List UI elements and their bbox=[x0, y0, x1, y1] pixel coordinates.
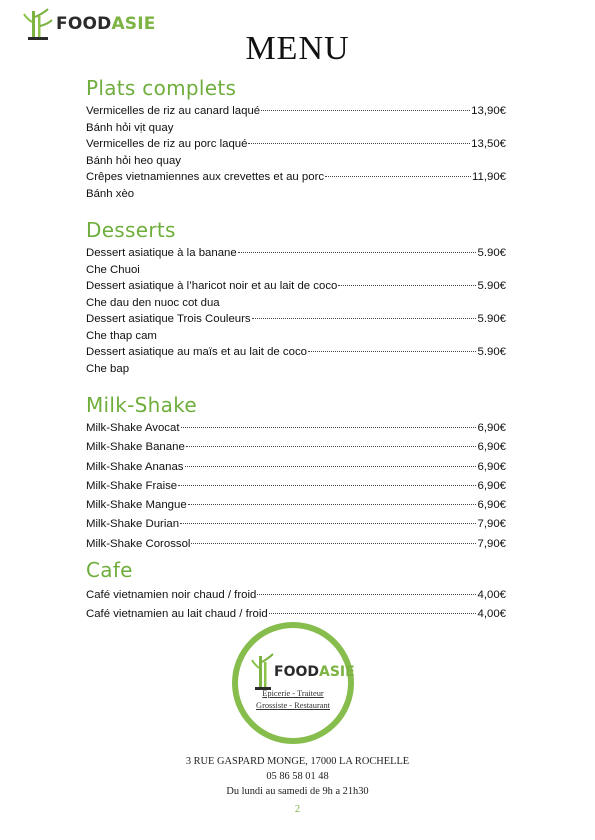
dot-leader bbox=[269, 613, 477, 614]
menu-item-subtitle: Che bap bbox=[86, 362, 130, 375]
dot-leader bbox=[185, 466, 477, 467]
dot-leader bbox=[186, 446, 477, 447]
dot-leader bbox=[252, 318, 477, 319]
menu-item: Milk-Shake Fraise 6,90€ bbox=[86, 479, 506, 492]
menu-item: Dessert asiatique au maïs et au lait de coco 5.90€ bbox=[86, 346, 506, 358]
dot-leader bbox=[248, 143, 470, 144]
brand-accent: ASIE bbox=[111, 14, 156, 34]
section-heading: Cafe bbox=[86, 558, 133, 582]
section-heading: Plats complets bbox=[86, 76, 237, 100]
menu-item-subtitle: Che thap cam bbox=[86, 329, 157, 342]
section-plats-complets bbox=[86, 76, 506, 202]
menu-item-subtitle: Bánh hỏi heo quay bbox=[86, 154, 182, 167]
dot-leader bbox=[325, 176, 471, 177]
dot-leader bbox=[308, 351, 477, 352]
dot-leader bbox=[181, 427, 477, 428]
menu-item: Milk-Shake Durian 7,90€ bbox=[86, 518, 506, 531]
menu-item: Café vietnamien au lait chaud / froid 4,00€ bbox=[86, 608, 506, 620]
menu-item: Milk-Shake Banane 6,90€ bbox=[86, 441, 506, 454]
menu-item: Dessert asiatique Trois Couleurs 5.90€ bbox=[86, 313, 506, 325]
menu-item-subtitle: Bánh xèo bbox=[86, 187, 135, 200]
dot-leader bbox=[188, 504, 477, 505]
brand-main: FOOD bbox=[56, 14, 112, 34]
dot-leader bbox=[238, 252, 477, 253]
circular-logo-badge bbox=[232, 622, 354, 744]
menu-item: Café vietnamien noir chaud / froid 4,00€ bbox=[86, 589, 506, 601]
page-number: 2 bbox=[294, 804, 301, 815]
menu-item: Milk-Shake Corossol 7,90€ bbox=[86, 537, 506, 550]
menu-item: Vermicelles de riz au canard laqué 13,90€ bbox=[86, 105, 506, 117]
menu-item: Dessert asiatique à l’haricot noir et au lait de coco 5.90€ bbox=[86, 280, 506, 292]
footer-phone: 05 86 58 01 48 bbox=[266, 771, 329, 782]
section-heading: Milk-Shake bbox=[86, 393, 197, 417]
menu-item: Milk-Shake Avocat 6,90€ bbox=[86, 422, 506, 434]
dot-leader bbox=[191, 543, 476, 544]
footer-address: 3 RUE GASPARD MONGE, 17000 LA ROCHELLE bbox=[185, 756, 410, 767]
section-desserts bbox=[86, 218, 506, 377]
menu-item-subtitle: Che dau den nuoc cot dua bbox=[86, 296, 220, 309]
footer-hours: Du lundi au samedi de 9h a 21h30 bbox=[226, 786, 369, 797]
page-title: MENU bbox=[245, 30, 350, 67]
section-cafe bbox=[86, 558, 506, 624]
dot-leader bbox=[180, 523, 476, 524]
menu-item: Crêpes vietnamiennes aux crevettes et au porc 11,90€ bbox=[86, 171, 506, 183]
dot-leader bbox=[178, 485, 476, 486]
dot-leader bbox=[338, 285, 476, 286]
bamboo-logo-icon bbox=[250, 652, 276, 692]
menu-item: Dessert asiatique à la banane 5.90€ bbox=[86, 247, 506, 259]
menu-item-subtitle: Bánh hỏi vịt quay bbox=[86, 121, 174, 134]
menu-item: Milk-Shake Mangue 6,90€ bbox=[86, 499, 506, 512]
section-heading: Desserts bbox=[86, 218, 176, 242]
dot-leader bbox=[261, 110, 470, 111]
badge-brand-name: FOODASIE bbox=[274, 664, 355, 680]
dot-leader bbox=[257, 594, 476, 595]
menu-item: Milk-Shake Ananas 6,90€ bbox=[86, 460, 506, 473]
badge-tagline-2: Grossiste - Restaurant bbox=[256, 701, 330, 710]
menu-item: Vermicelles de riz au porc laqué 13,50€ bbox=[86, 138, 506, 150]
menu-item-subtitle: Che Chuoi bbox=[86, 263, 140, 276]
badge-tagline-1: Épicerie - Traiteur bbox=[262, 689, 324, 698]
section-milk-shake bbox=[86, 393, 506, 554]
